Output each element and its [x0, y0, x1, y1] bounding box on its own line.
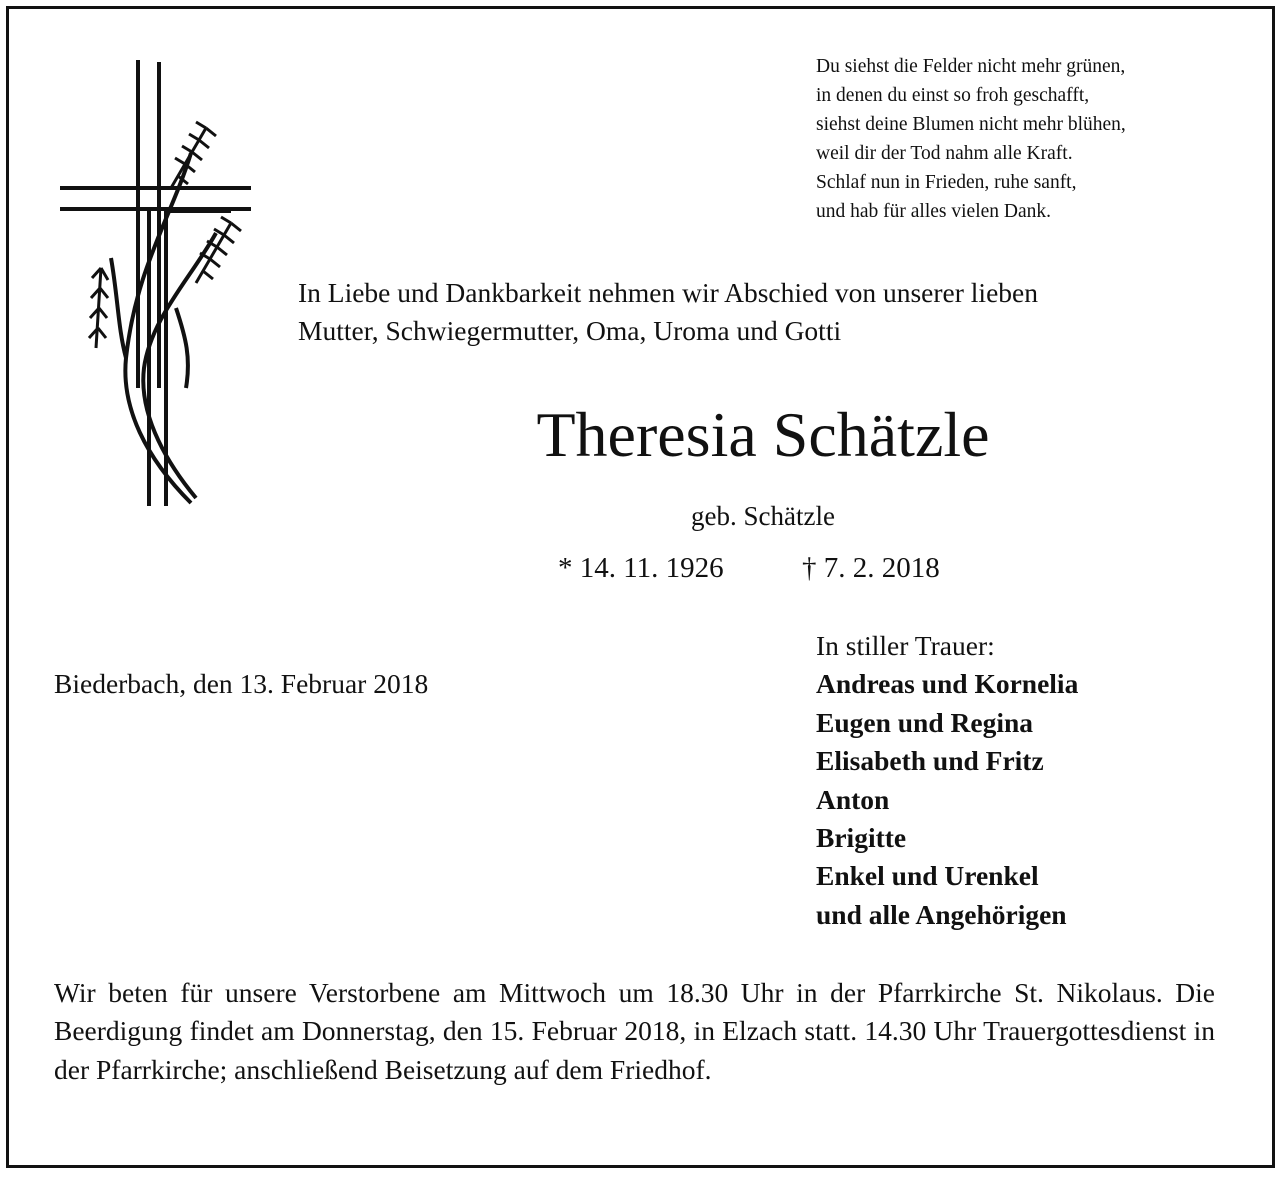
mourner-name: Anton: [816, 783, 890, 815]
mourner-name: und alle Angehörigen: [816, 898, 1067, 930]
mourner-name: Andreas und Kornelia: [816, 668, 1079, 700]
death-date: † 7. 2. 2018: [802, 552, 940, 584]
mourners-list: [816, 627, 1078, 934]
poem-line: Schlaf nun in Frieden, ruhe sanft,: [816, 172, 1077, 193]
service-information: Wir beten für unsere Verstorbene am Mittwoch um 18.30 Uhr in der Pfarrkirche St. Nikolaus. Die Beerdigung findet am Donnerstag, den 15. Februar 2018, in Elzach statt. 14.30 Uhr Trauergottesdienst in der Pfarrkirche; anschließend Beisetzung auf dem Friedhof.: [54, 977, 1215, 1085]
birth-date: * 14. 11. 1926: [558, 552, 724, 584]
mourner-name: Brigitte: [816, 822, 907, 854]
poem-line: weil dir der Tod nahm alle Kraft.: [816, 143, 1073, 164]
mourner-name: Enkel und Urenkel: [816, 860, 1039, 892]
poem-line: Du siehst die Felder nicht mehr grünen,: [816, 56, 1126, 77]
mourner-name: Elisabeth und Fritz: [816, 745, 1044, 777]
poem-line: in denen du einst so froh geschafft,: [816, 85, 1090, 106]
poem: [816, 52, 1256, 226]
mourners-heading: In stiller Trauer:: [816, 630, 995, 661]
intro-text: [298, 274, 1238, 350]
intro-line: In Liebe und Dankbarkeit nehmen wir Abschied von unserer lieben: [298, 277, 1038, 308]
poem-line: und hab für alles vielen Dank.: [816, 201, 1052, 222]
place-and-date: Biederbach, den 13. Februar 2018: [54, 668, 429, 699]
mourner-name: Eugen und Regina: [816, 706, 1034, 738]
deceased-name: Theresia Schätzle: [536, 399, 990, 470]
poem-line: siehst deine Blumen nicht mehr blühen,: [816, 114, 1126, 135]
intro-line: Mutter, Schwiegermutter, Oma, Uroma und Gotti: [298, 315, 842, 346]
birth-name: geb. Schätzle: [691, 501, 835, 531]
